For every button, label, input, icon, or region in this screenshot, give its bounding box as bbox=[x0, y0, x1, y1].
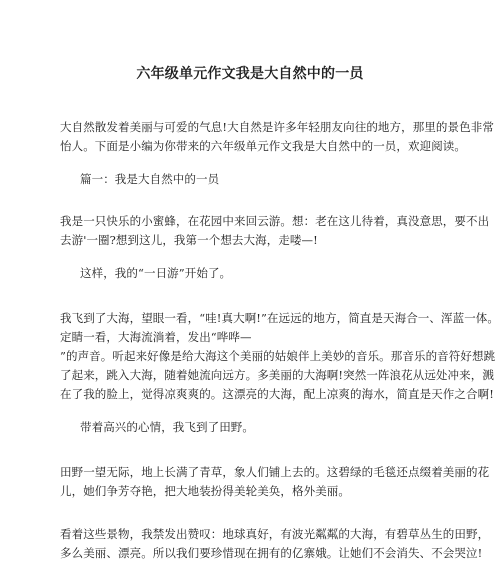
body-paragraph bbox=[60, 264, 440, 283]
text-line: 了起来，跳入大海，随着她流向远方。多美丽的大海啊!突然一阵浪花从远处冲来，溅 bbox=[60, 368, 494, 382]
text-line: 大自然散发着美丽与可爱的气息!大自然是许多年轻朋友向往的地方，那里的景色非常 bbox=[60, 120, 494, 134]
text-line: 篇一：我是大自然中的一员 bbox=[80, 172, 220, 186]
document-title: 六年级单元作文我是大自然中的一员 bbox=[136, 66, 364, 82]
text-line: 看着这些景物，我禁发出赞叹：地球真好，有波光粼粼的大海，有碧草丛生的田野， bbox=[60, 527, 490, 541]
text-line: 我飞到了大海，望眼一看，“哇!真大啊!”在远远的地方，简直是天海合一、浑蓝一体。 bbox=[60, 311, 499, 325]
body-paragraph bbox=[60, 309, 499, 404]
body-paragraph bbox=[60, 418, 440, 437]
text-line: 这样，我的“一日游”开始了。 bbox=[80, 266, 232, 280]
text-line: 定睛一看，大海流淌着，发出“哗哗— bbox=[60, 330, 252, 344]
text-line: 我是一只快乐的小蜜蜂，在花园中来回云游。想：老在这儿待着，真没意思，要不出 bbox=[60, 214, 490, 228]
text-line: 儿，她们争芳夺艳，把大地装扮得美轮美奂，格外美丽。 bbox=[60, 484, 350, 498]
text-line: 怡人。下面是小编为你带来的六年级单元作文我是大自然中的一员，欢迎阅读。 bbox=[60, 139, 466, 153]
body-paragraph bbox=[60, 525, 490, 563]
text-line: 去游'一圈?想到这儿，我第一个想去大海，走喽—! bbox=[60, 233, 318, 247]
body-paragraph bbox=[60, 463, 490, 501]
text-line: 田野一望无际，地上长满了青草，象人们铺上去的。这碧绿的毛毯还点缀着美丽的花 bbox=[60, 465, 490, 479]
text-line: 带着高兴的心情，我飞到了田野。 bbox=[80, 420, 254, 434]
body-paragraph bbox=[60, 212, 490, 250]
text-line: ”的声音。听起来好像是给大海这个美丽的姑娘伴上美妙的音乐。那音乐的音符好想跳 bbox=[60, 349, 496, 363]
section-heading bbox=[60, 170, 440, 189]
text-line: 多么美丽、漂亮。所以我们要珍惜现在拥有的亿寨娥。让她们不会消失、不会哭泣! bbox=[60, 546, 483, 560]
text-line: 在了我的脸上，觉得凉爽爽的。这漂亮的大海，配上凉爽的海水，简直是天作之合啊! bbox=[60, 387, 494, 401]
intro-paragraph bbox=[60, 118, 494, 156]
